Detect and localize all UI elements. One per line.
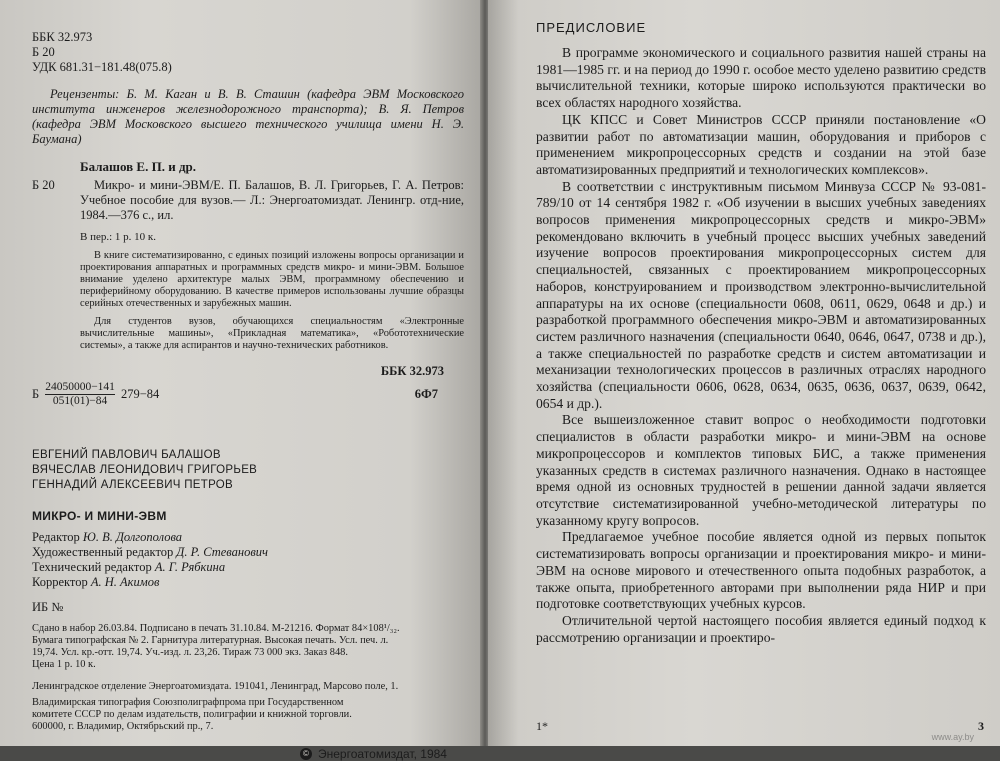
- staff-list: [32, 530, 464, 590]
- code-b: Б: [32, 386, 40, 401]
- publisher-line: Ленинградское отделение Энергоатомиздата. 191041, Ленинград, Марсово поле, 1.: [32, 680, 399, 692]
- preface-paragraph-5: Предлагаемое учебное пособие является одной из первых попыток систематизировать вопросы организации и проектирования микро- и мини-ЭВМ на основе мирового и отечественного опыта подобных разработок, а также опыта, приобретенного авторами при выполнении ряда НИР и при подготовке соответствующих учебных курсов.: [536, 529, 986, 612]
- catalog-block: [32, 178, 464, 223]
- print-line: Бумага типографская № 2. Гарнитура литературная. Высокая печать. Усл. печ. л.: [32, 634, 389, 646]
- page-number: 3: [978, 719, 984, 733]
- preface-paragraph-4: Все вышеизложенное ставит вопрос о необходимости подготовки специалистов в области разработки микро- и мини-ЭВМ на основе микропроцессоров и комплектов типовых БИС, а также применения указанных средств в системах различного назначения. Однако в настоящее время одной из основных трудностей в решении данной задачи является отсутствие систематизированной учебно-методической литературы по указанному кругу вопросов.: [536, 412, 986, 528]
- watermark: www.ay.by: [931, 732, 974, 742]
- right-page-preface: [488, 0, 1000, 746]
- print-details: [32, 623, 464, 671]
- preface-paragraph-6: Отличительной чертой настоящего пособия является единый подход к рассмотрению организации и проектиро-: [536, 612, 986, 645]
- preface-paragraph-2: ЦК КПСС и Совет Министров СССР приняли постановление «О развитии работ по автоматизации машин, оборудования и приборов с применением микропроцессорных средств и создании на этой базе автоматизированных предприятий и технологических комплексов».: [536, 111, 986, 177]
- author-name-2: ВЯЧЕСЛАВ ЛЕОНИДОВИЧ ГРИГОРЬЕВ: [32, 463, 258, 476]
- preface-paragraph-3: В соответствии с инструктивным письмом Минвуза СССР № 93-081-789/10 от 14 сентября 1982 г. «Об изучении в высших учебных заведениях вопросов применения микропроцессорных средств и микро-ЭВМ» рекомендовано включить в учебный процесс высших учебных заведений изучение вопросов проектирования микропроцессорных систем для специальностей, связанных с проектированием микропроцессорных наборов, конструированием и производством электронно-вычислительной аппаратуры на их основе (специальности 0608, 0611, 0629, 0648 и др.) и разработкой программного обеспечения микро-ЭВМ и автоматизированных систем различного назначения (специальности 0640, 0646, 0647, 0738 и др.), а также специальностей по разработке средств и систем автоматизации и механизации технологических процессов в различных отраслях народного хозяйства (специальности 0606, 0628, 0634, 0635, 0636, 0637, 0639, 0642, 0654 и др.).: [536, 178, 986, 411]
- signature-mark: 1*: [536, 719, 548, 733]
- left-page-imprint: [0, 0, 482, 761]
- author-name-3: ГЕННАДИЙ АЛЕКСЕЕВИЧ ПЕТРОВ: [32, 478, 234, 491]
- bbk-code: ББК 32.973: [32, 30, 93, 44]
- code-denominator: 051(01)−84: [52, 394, 108, 407]
- code-numerator: 24050000−141: [45, 380, 115, 393]
- annotation: В книге систематизированно, с единых позиций изложены вопросы организации и проектирования аппаратных и программных средств микро- и мини-ЭВМ. Большое внимание уделено архитектуре малых ЭВМ, программному обеспечению и периферийному оборудованию. В качестве примеров использованы лучшие образцы серийных отечественных и зарубежных машин.: [80, 249, 464, 309]
- price-binding: В пер.: 1 р. 10 к.: [80, 231, 157, 243]
- bbk-row: [32, 364, 464, 379]
- staff-tech-editor: Технический редактор А. Г. Рябкина: [32, 559, 226, 574]
- preface-paragraph-1: В программе экономического и социального развития нашей страны на 1981—1985 гг. и на период до 1990 г. особое место уделено развитию средств вычислительной техники, которые широко используются практически во всех областях народного хозяйства.: [536, 45, 986, 111]
- publisher-line: 600000, г. Владимир, Октябрьский пр., 7.: [32, 720, 214, 732]
- preface-heading: ПРЕДИСЛОВИЕ: [536, 20, 647, 35]
- staff-editor: Редактор Ю. В. Долгополова: [32, 529, 183, 544]
- author-name-1: ЕВГЕНИЙ ПАВЛОВИЧ БАЛАШОВ: [32, 448, 221, 461]
- catalog-b20: Б 20: [32, 178, 55, 192]
- code-fraction: [45, 381, 115, 408]
- udk-code: УДК 681.31−181.48(075.8): [32, 60, 172, 74]
- publisher-line: Владимирская типография Союзполиграфпрома при Государственном: [32, 696, 344, 708]
- authors-heading: Балашов Е. П. и др.: [80, 159, 197, 174]
- print-line: 19,74. Усл. кр.-отт. 19,74. Уч.-изд. л. 23,26. Тираж 73 000 экз. Заказ 848.: [32, 646, 348, 658]
- b20-code: Б 20: [32, 45, 55, 59]
- copyright-icon: ©: [300, 748, 312, 760]
- bbk-code-2: ББК 32.973: [380, 363, 444, 378]
- copyright-text: Энергоатомиздат, 1984: [318, 746, 447, 761]
- catalog-entry: Микро- и мини-ЭВМ/Е. П. Балашов, В. Л. Григорьев, Г. А. Петров: Учебное пособие для вузов.— Л.: Энергоатомиздат. Ленингр. отд-ние, 1984.—376 с., ил.: [80, 178, 464, 222]
- code-suffix: 279−84: [120, 386, 160, 401]
- code-6f7: 6Ф7: [414, 386, 438, 401]
- staff-proofreader: Корректор А. Н. Акимов: [32, 574, 160, 589]
- publisher-line: комитете СССР по делам издательств, полиграфии и книжной торговли.: [32, 708, 352, 720]
- copyright-line: [32, 747, 464, 761]
- print-line: Сдано в набор 26.03.84. Подписано в печать 31.10.84. М-21216. Формат 84×108¹/₃₂.: [32, 622, 400, 634]
- print-line: Цена 1 р. 10 к.: [32, 658, 96, 670]
- staff-art-editor: Художественный редактор Д. Р. Стеванович: [32, 544, 268, 559]
- book-title: МИКРО- И МИНИ-ЭВМ: [32, 508, 167, 523]
- audience: Для студентов вузов, обучающихся специальностям «Электронные вычислительные машины», «Прикладная математика», «Робототехнические системы», а также для аспирантов и научно-технических работников.: [80, 315, 464, 351]
- reviewers: Рецензенты: Б. М. Каган и В. В. Сташин (кафедра ЭВМ Московского института инженеров железнодорожного транспорта); В. Я. Петров (кафедра ЭВМ Московского высшего технического училища имени Н. Э. Баумана): [32, 87, 464, 146]
- catalog-code-row: [32, 381, 464, 408]
- ib-number: ИБ №: [32, 599, 64, 614]
- publisher-details: [32, 681, 464, 733]
- author-names: [32, 448, 464, 493]
